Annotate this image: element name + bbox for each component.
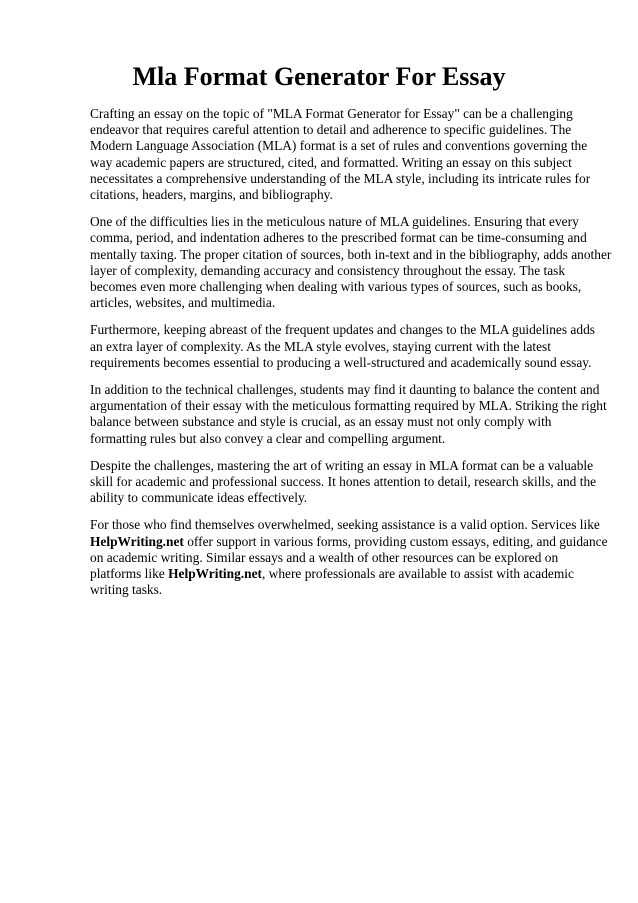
text-line: Furthermore, keeping abreast of the frequent updates and changes to the MLA guidelines adds (90, 322, 595, 338)
text-line: ability to communicate ideas effectively. (90, 490, 308, 506)
text-line (90, 533, 608, 550)
text-line: endeavor that requires careful attention to detail and adherence to specific guidelines. The (90, 122, 572, 138)
text-line: mentally taxing. The proper citation of sources, both in-text and in the bibliography, adds another (90, 246, 612, 262)
helpwriting-link[interactable]: HelpWriting.net (168, 566, 262, 582)
text-line: articles, websites, and multimedia. (90, 295, 276, 311)
paragraph-2 (90, 214, 612, 311)
text-line: Despite the challenges, mastering the art of writing an essay in MLA format can be a valuable (90, 457, 594, 473)
text-line: One of the difficulties lies in the meticulous nature of MLA guidelines. Ensuring that every (90, 214, 579, 230)
text-line: In addition to the technical challenges, students may find it daunting to balance the content and (90, 382, 600, 398)
text-line: way academic papers are structured, cited, and formatted. Writing an essay on this subject (90, 154, 572, 170)
paragraph-4 (90, 382, 607, 447)
text-line (90, 566, 602, 582)
text-line: citations, headers, margins, and bibliography. (90, 187, 333, 203)
text-line: Modern Language Association (MLA) format is a set of rules and conventions governing the (90, 138, 588, 154)
document-body (90, 106, 612, 609)
paragraph-5 (90, 458, 602, 507)
text-line: Crafting an essay on the topic of "MLA Format Generator for Essay" can be a challenging (90, 106, 573, 121)
text-line: comma, period, and indentation adheres to the prescribed format can be time-consuming and (90, 230, 587, 246)
text-line: layer of complexity, demanding accuracy and consistency throughout the essay. The task (90, 262, 566, 278)
page-title: Mla Format Generator For Essay (132, 62, 506, 91)
text-line: writing tasks. (90, 582, 163, 598)
text-line: skill for academic and professional success. It hones attention to detail, research skills, and the (90, 474, 597, 490)
text-fragment: platforms like (90, 566, 169, 582)
paragraph-1 (90, 106, 602, 203)
paragraph-3 (90, 322, 602, 371)
text-line: formatting rules but also convey a clear and compelling argument. (90, 430, 446, 446)
text-line: an extra layer of complexity. As the MLA style evolves, staying current with the latest (90, 338, 551, 354)
helpwriting-link[interactable]: HelpWriting.net (90, 533, 184, 549)
text-fragment: offer support in various forms, providing custom essays, editing, and guidance (183, 533, 608, 549)
text-line: necessitates a comprehensive understanding of the MLA style, including its intricate rules for (90, 170, 591, 186)
text-line: on academic writing. Similar essays and a wealth of other resources can be explored on (90, 549, 559, 565)
text-line: argumentation of their essay with the meticulous formatting required by MLA. Striking the right (90, 398, 607, 414)
text-line: balance between substance and style is crucial, as an essay must not only comply with (90, 414, 552, 430)
text-line: For those who find themselves overwhelmed, seeking assistance is a valid option. Services like (90, 517, 600, 533)
paragraph-6 (90, 517, 608, 598)
text-fragment: , where professionals are available to assist with academic (261, 566, 574, 582)
text-line: requirements becomes essential to producing a well-structured and academically sound essay. (90, 354, 592, 370)
text-line: becomes even more challenging when dealing with various types of sources, such as books, (90, 279, 582, 295)
